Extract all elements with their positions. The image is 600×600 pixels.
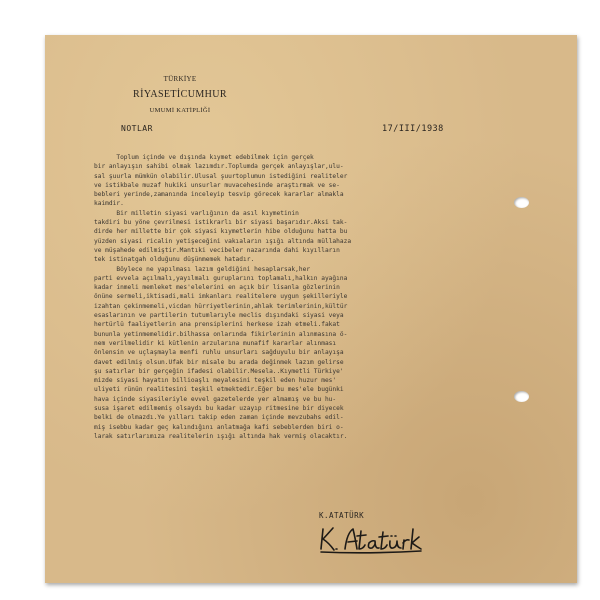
body-line: takdiri bu yöne çevrilmesi istikrarlı bir siyasi başarıdır.Aksi tak-	[94, 219, 348, 227]
body-line: nem verilmelidir ki kütlenin arzularına munafif kararlar alınması	[94, 339, 337, 347]
body-line: dirde her millette bir çok siyasi kıymetlerin hibe olduğunu hatta bu	[94, 228, 348, 236]
body-line: izahtan çekinmemeli,vicdan hürriyetlerinin,ahlak terimlerinin,kültür	[94, 302, 348, 310]
body-line: önüne sermeli,iktisadi,mali imkanları realitelere uygun şekilleriyle	[94, 293, 348, 301]
typed-body-text	[94, 153, 532, 441]
letterhead-country: TÜRKİYE	[163, 75, 197, 83]
body-line: Böylece ne yapılması lazım geldiğini hesaplarsak,her	[94, 265, 311, 273]
body-line: susa işaret edilmemiş olsaydı bu kadar uzayıp ritmesine bir diyecek	[94, 405, 344, 413]
body-line: kadar inmeli memleket mes'elelerini en açık bir lisanla gözlerinin	[94, 284, 340, 292]
body-line: bebleri yerinde,zamanında inceleyip tesvip görecek kararlar almakla	[94, 191, 344, 199]
signature-name: K.ATATÜRK	[319, 511, 365, 520]
body-line: şu satırlar bir gerçeğin ifadesi olabilir.Mesela..Kıymetli Türkiye'	[94, 367, 344, 375]
letterhead-office: RİYASETİCUMHUR	[133, 89, 227, 100]
body-line: Toplum içinde ve dışında kıymet edebilmek için gerçek	[94, 154, 314, 161]
signature-graphic	[317, 523, 427, 555]
body-line: hava içinde siyasileriyle evvel gazetelerde yer almamış ve bu hu-	[94, 395, 337, 403]
body-line: miş isebbu kadar geç kalındığını anlatmağa kafi sebeblerden biri o-	[94, 423, 344, 431]
body-line: bununla yetinmemelidir.bilhassa onlarında fikirlerinin alınmasına ö-	[94, 330, 348, 338]
body-line: davet edilmiş olsun.Ufak bir misale bu arada değinmek lazım gelirse	[94, 358, 344, 366]
body-line: önlensin ve uçlaşmayla menfi ruhlu unsurları sağduyulu bir anlayışa	[94, 349, 344, 357]
body-line: Bir milletin siyasi varlığının da asıl kıymetinin	[94, 209, 299, 217]
handwritten-signature	[317, 523, 427, 559]
body-line: mizde siyasi hayatın billioaşlı meyalesini teşkil eden huzur mes'	[94, 377, 337, 385]
body-line: hertürlü faaliyetlerin ana prensiplerini herkese izah etmeli.fakat	[94, 321, 340, 329]
body-line: tek istinatgah olduğunu düşünmemek hatadır.	[94, 256, 255, 264]
body-line: ve müşahede edilmiştir.Mantıki vecibeler nazarında dahi kıyılların	[94, 246, 340, 254]
body-line: bir anlayışın sahibi olmak lazımdır.Toplumda gerçek anlayışlar,ulu-	[94, 163, 344, 171]
document-date: 17/III/1938	[382, 124, 444, 134]
body-line: sal şuurla mümkün olabilir.Ulusal şuurtoplumun istediğini realiteler	[94, 172, 348, 180]
body-line: parti evvela açılmalı,yayılmalı guruplarını toplamalı,halkın ayağına	[94, 274, 348, 282]
notes-label: NOTLAR	[121, 124, 153, 133]
letterhead	[105, 75, 255, 114]
body-line: ve istikbale muzaf hukiki unsurlar muvacehesinde araştırmak ve se-	[94, 181, 340, 189]
letterhead-unit: UMUMİ KATİPLİĞİ	[149, 107, 211, 114]
body-line: larak satırlarımıza realitelerin ışığı altında hak vermiş olacaktır.	[94, 432, 348, 440]
document-sheet	[45, 35, 577, 583]
body-line: esaslarının ve partilerin tutumlarıyle meclis dışındaki siyasi veya	[94, 312, 344, 320]
body-line: yüzden siyasi ricalin yetişeceğini vakıaların ışığı altında müllahaza	[94, 237, 352, 245]
body-line: uliyeti rünün realitesini teşkil etmektedir.Eğer bu mes'ele bugünki	[94, 386, 344, 394]
body-line: belki de olmazdı.Ye yılları takip eden zaman içinde mevzubahs edil-	[94, 414, 344, 422]
body-line: kaimdir.	[94, 200, 124, 208]
